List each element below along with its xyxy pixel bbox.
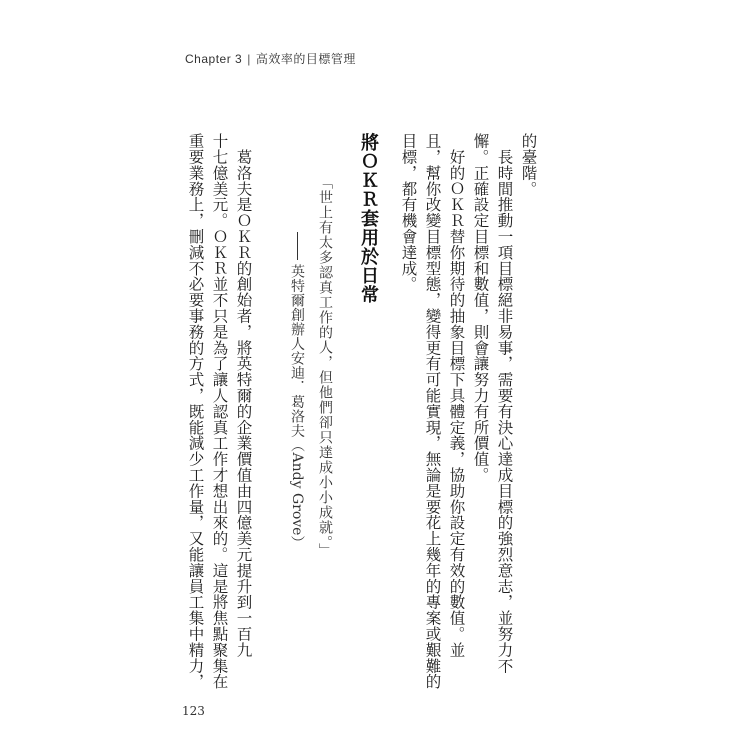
- body-column-5: 且，幫你改變目標型態，變得更有可能實現，無論是要花上幾年的專案或艱難的: [423, 133, 442, 690]
- body-column-3: 懈。正確設定目標和數值，則會讓努力有所價值。: [471, 133, 490, 483]
- body-column-8: 十七億美元。ＯＫＲ並不只是為了讓人認真工作才想出來的。這是將焦點聚集在: [210, 133, 229, 690]
- attribution-prefix: 英特爾創辦人安迪．葛洛夫（: [289, 264, 305, 453]
- body-column-6: 目標，都有機會達成。: [399, 133, 418, 292]
- body-column-1: 的臺階。: [519, 133, 538, 197]
- chapter-label: Chapter 3: [185, 52, 243, 66]
- body-column-7: 葛洛夫是ＯＫＲ的創始者，將英特爾的企業價值由四億美元提升到一百九: [234, 133, 253, 658]
- body-column-4: 好的ＯＫＲ替你期待的抽象目標下具體定義，協助你設定有效的數值。並: [447, 133, 466, 658]
- quote-attribution: [290, 232, 304, 550]
- attribution-suffix: ）: [289, 535, 305, 550]
- quote-text: 「世上有太多認真工作的人，但他們卻只達成小小成就。」: [317, 175, 333, 558]
- body-column-2: 長時間推動一項目標絕非易事，需要有決心達成目標的強烈意志，並努力不: [495, 133, 514, 674]
- em-dash-rule: [297, 232, 298, 260]
- chapter-title: 高效率的目標管理: [255, 52, 356, 66]
- running-header: [185, 50, 356, 67]
- page-number: 123: [182, 704, 205, 718]
- section-heading: 將ＯＫＲ套用於日常: [358, 133, 379, 304]
- header-separator: |: [247, 52, 251, 66]
- attribution-name: Andy Grove: [289, 452, 305, 536]
- body-column-9: 重要業務上，刪減不必要事務的方式，既能減少工作量，又能讓員工集中精力，: [186, 133, 205, 690]
